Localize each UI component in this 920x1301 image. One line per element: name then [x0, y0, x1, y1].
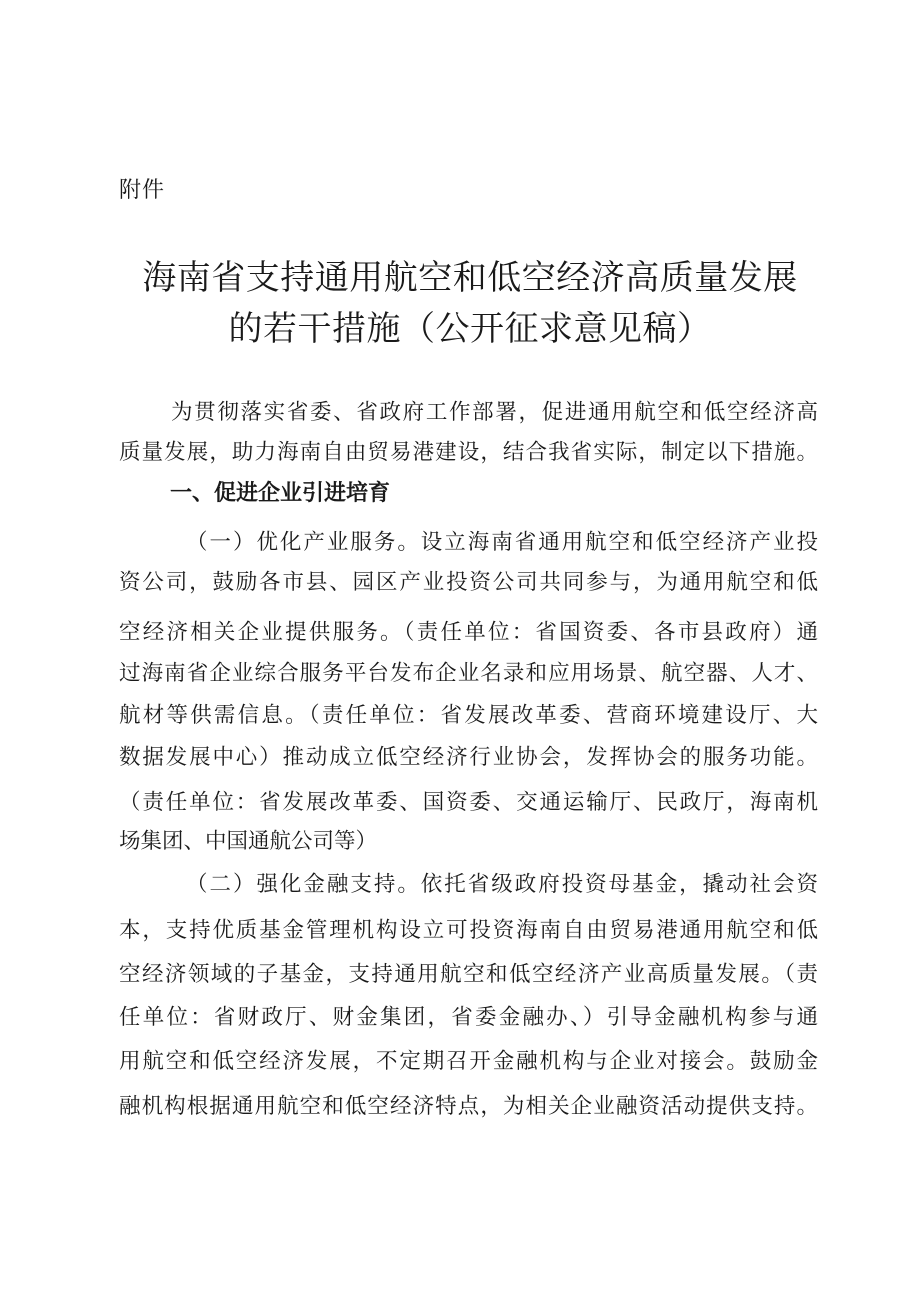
document-title-line-2: 的若干措施（公开征求意见稿） — [228, 309, 712, 349]
item-1-line: 数据发展中心）推动成立低空经济行业协会，发挥协会的服务功能。 — [119, 745, 818, 770]
document-title-line-1: 海南省支持通用航空和低空经济高质量发展 — [142, 258, 798, 298]
item-1-line: 资公司，鼓励各市县、园区产业投资公司共同参与，为通用航空和低 — [119, 570, 818, 595]
attachment-label: 附件 — [119, 178, 166, 203]
item-1-line: （责任单位：省发展改革委、国资委、交通运输厅、民政厅，海南机 — [119, 790, 818, 815]
item-1-line: （一）优化产业服务。设立海南省通用航空和低空经济产业投 — [186, 530, 818, 555]
section-heading-1: 一、促进企业引进培育 — [170, 481, 391, 506]
item-2-line: 本，支持优质基金管理机构设立可投资海南自由贸易港通用航空和低 — [119, 918, 818, 943]
item-1-line: 场集团、中国通航公司等） — [119, 829, 378, 854]
item-2-line: 用航空和低空经济发展，不定期召开金融机构与企业对接会。鼓励金 — [119, 1049, 818, 1074]
intro-paragraph-line: 为贯彻落实省委、省政府工作部署，促进通用航空和低空经济高 — [171, 400, 818, 425]
item-2-line: 空经济领域的子基金，支持通用航空和低空经济产业高质量发展。（责 — [119, 962, 818, 987]
item-1-line: 空经济相关企业提供服务。（责任单位：省国资委、各市县政府）通 — [119, 620, 818, 645]
item-1-line: 过海南省企业综合服务平台发布企业名录和应用场景、航空器、人才、 — [119, 661, 818, 686]
item-1-line: 航材等供需信息。（责任单位：省发展改革委、营商环境建设厅、大 — [119, 703, 818, 728]
item-2-line: （二）强化金融支持。依托省级政府投资母基金，撬动社会资 — [186, 872, 818, 897]
item-2-line: 任单位：省财政厅、财金集团，省委金融办、）引导金融机构参与通 — [119, 1005, 818, 1030]
item-2-line: 融机构根据通用航空和低空经济特点，为相关企业融资活动提供支持。 — [119, 1094, 818, 1119]
intro-paragraph-line: 质量发展，助力海南自由贸易港建设，结合我省实际，制定以下措施。 — [119, 440, 818, 465]
